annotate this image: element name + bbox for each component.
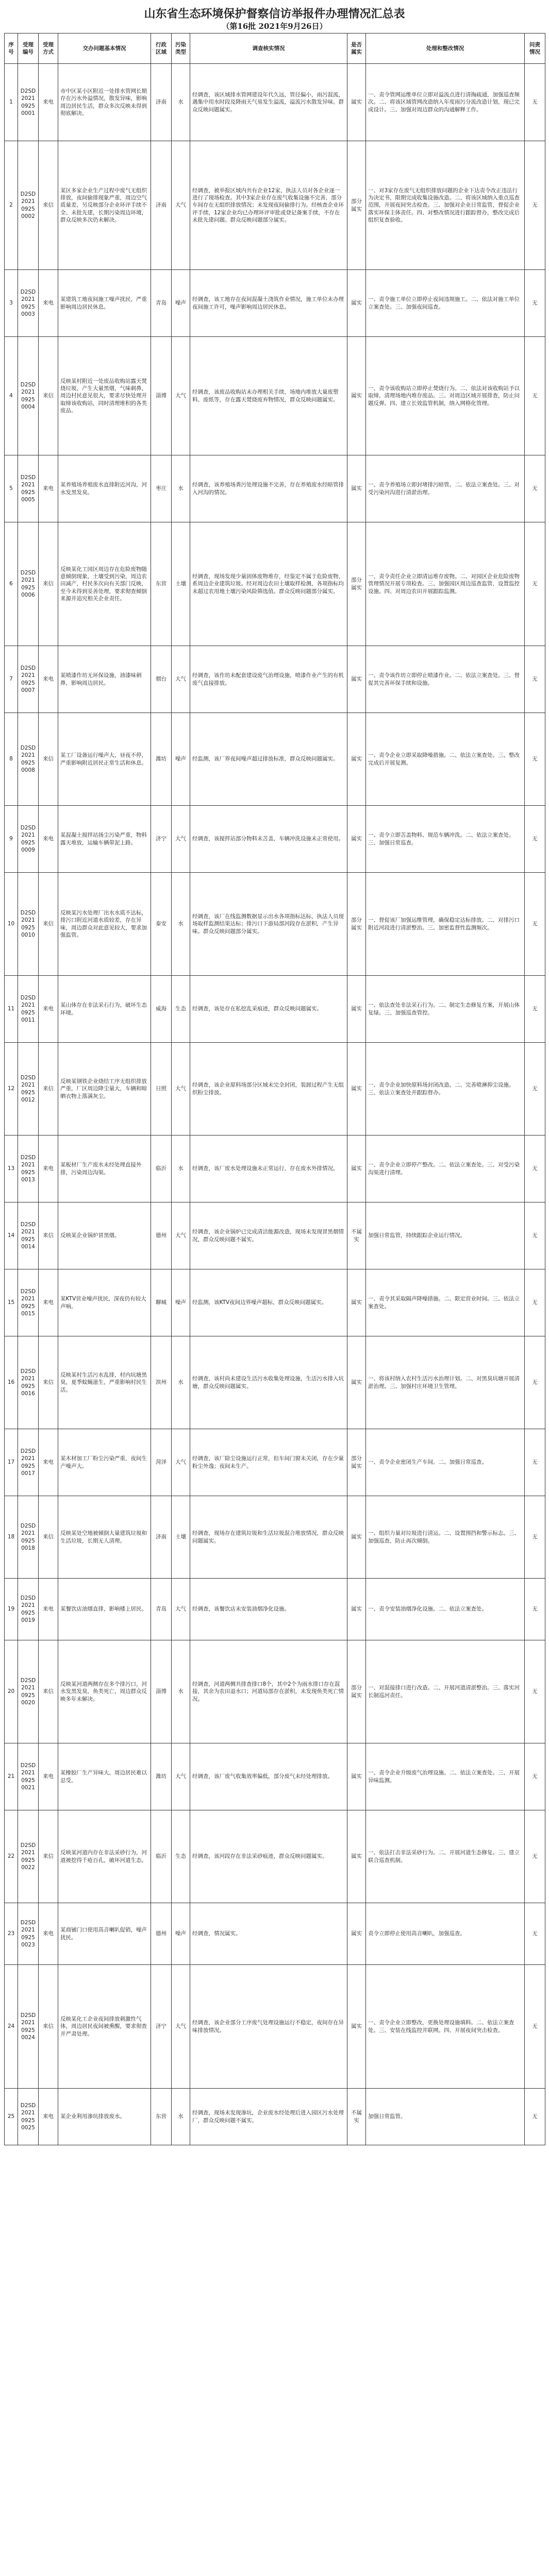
cell-accountability: 无 — [525, 141, 545, 270]
cell-finding: 经调查，河道两侧共排查排口8个，其中2个为雨水排口存在混接，其余为农田退水口；河道局部存在淤积，未发现鱼类死亡情况。 — [190, 1640, 347, 1743]
cell-mode: 来信 — [39, 1202, 58, 1269]
cell-handling: 一、责令企业升级废气治理设施。二、依法立案查处。三、开展异味监测。 — [366, 1743, 525, 1810]
cell-accountability: 无 — [525, 1579, 545, 1640]
cell-no: 6 — [5, 522, 18, 646]
cell-issue: 反映某河道两侧存在多个排污口，河水发黑发臭，鱼类死亡，周边群众反映多年未解决。 — [58, 1640, 151, 1743]
cell-mode: 来电 — [39, 1579, 58, 1640]
cell-type: 噪声 — [172, 1269, 190, 1336]
cell-handling: 一、责令企业密闭生产车间。二、加强日常巡查。 — [366, 1429, 525, 1496]
cell-mode: 来电 — [39, 1743, 58, 1810]
cell-no: 13 — [5, 1136, 18, 1202]
cell-region: 济南 — [151, 141, 172, 270]
cell-no: 9 — [5, 806, 18, 873]
cell-code: D2SD202109250023 — [18, 1903, 39, 1965]
cell-region: 德州 — [151, 1903, 172, 1965]
cell-type: 大气 — [172, 1202, 190, 1269]
cell-code: D2SD202109250021 — [18, 1743, 39, 1810]
cell-type: 噪声 — [172, 270, 190, 337]
cell-issue: 反映某化工企业夜间排放刺激性气体，周边居民夜间被熏醒，要求彻查并严肃处理。 — [58, 1965, 151, 2089]
cell-issue: 某混凝土搅拌站扬尘污染严重，物料露天堆放，运输车辆带泥上路。 — [58, 806, 151, 873]
cell-issue: 反映某化工园区周边存在危险废物随意倾倒现象，土壤受到污染，周边农田减产，村民多次向有关部门反映，至今未得到妥善处理，要求彻查倾倒来源并追究相关企业责任。 — [58, 522, 151, 646]
cell-finding: 经调查，该企业原料场部分区域未完全封闭，装卸过程产生无组织粉尘排放。 — [190, 1043, 347, 1136]
cell-mode: 来信 — [39, 1810, 58, 1903]
cell-code: D2SD202109250011 — [18, 976, 39, 1043]
cell-mode: 来电 — [39, 976, 58, 1043]
cell-region: 青岛 — [151, 270, 172, 337]
table-row — [5, 141, 545, 270]
cell-region: 东营 — [151, 2089, 172, 2145]
col-header-fact: 是否属实 — [347, 33, 366, 64]
cell-fact: 属实 — [347, 1579, 366, 1640]
table-row — [5, 646, 545, 713]
cell-accountability: 无 — [525, 1202, 545, 1269]
table-row — [5, 1043, 545, 1136]
cell-type: 噪声 — [172, 1903, 190, 1965]
cell-no: 23 — [5, 1903, 18, 1965]
cell-finding: 经调查，该作坊未配套建设废气治理设施，喷漆作业产生的有机废气直接排放。 — [190, 646, 347, 713]
cell-type: 大气 — [172, 646, 190, 713]
cell-issue: 某橡胶厂生产异味大，周边居民难以忍受。 — [58, 1743, 151, 1810]
cell-type: 大气 — [172, 141, 190, 270]
cell-handling: 一、责令企业加快原料场封闭改造。二、完善喷淋抑尘设施。三、依法立案查处并跟踪督办。 — [366, 1043, 525, 1136]
table-row — [5, 270, 545, 337]
cell-issue: 反映某处空地被倾倒大量建筑垃圾和生活垃圾，长期无人清理。 — [58, 1496, 151, 1579]
cell-fact: 属实 — [347, 976, 366, 1043]
cell-region: 济南 — [151, 64, 172, 141]
cell-accountability: 无 — [525, 455, 545, 522]
cell-handling: 加强日常监管。 — [366, 2089, 525, 2145]
cell-code: D2SD202109250001 — [18, 64, 39, 141]
cell-finding: 经调查，该企业锅炉已完成清洁能源改造，现场未发现冒黑烟情况，群众反映问题不属实。 — [190, 1202, 347, 1269]
cell-accountability: 无 — [525, 646, 545, 713]
cell-no: 20 — [5, 1640, 18, 1743]
cell-mode: 来电 — [39, 1429, 58, 1496]
cell-issue: 市中区某小区附近一处排水管网长期存在污水外溢情况，散发异味，影响周边居民生活，群众多次反映未得到彻底解决。 — [58, 64, 151, 141]
cell-mode: 来电 — [39, 806, 58, 873]
cell-region: 济宁 — [151, 806, 172, 873]
cell-finding: 经调查，现场存在建筑垃圾和生活垃圾混合堆放情况，群众反映问题属实。 — [190, 1496, 347, 1579]
table-row — [5, 1640, 545, 1743]
table-row — [5, 455, 545, 522]
table-row — [5, 1202, 545, 1269]
cell-fact: 属实 — [347, 455, 366, 522]
col-header-code: 受理编号 — [18, 33, 39, 64]
cell-mode: 来信 — [39, 1640, 58, 1743]
cell-accountability: 无 — [525, 1965, 545, 2089]
cell-region: 青岛 — [151, 1579, 172, 1640]
cell-finding: 经调查，该厂废气收集效率偏低，部分废气未经处理排放。 — [190, 1743, 347, 1810]
cell-code: D2SD202109250018 — [18, 1496, 39, 1579]
cell-mode: 来信 — [39, 1336, 58, 1429]
cell-accountability: 无 — [525, 270, 545, 337]
cell-accountability: 无 — [525, 976, 545, 1043]
cell-no: 5 — [5, 455, 18, 522]
table-row — [5, 1810, 545, 1903]
cell-handling: 一、责令企业立即采取降噪措施。二、依法立案查处。三、整改完成后开展复测。 — [366, 713, 525, 806]
cell-type: 水 — [172, 1640, 190, 1743]
cell-issue: 反映某河道内存在非法采砂行为，河道被挖得千疮百孔，破坏河道生态。 — [58, 1810, 151, 1903]
cell-accountability: 无 — [525, 1743, 545, 1810]
cell-finding: 经调查，该厂除尘设施运行正常，但车间门窗未关闭，存在少量粉尘外逸；夜间未生产。 — [190, 1429, 347, 1496]
cell-no: 11 — [5, 976, 18, 1043]
cell-issue: 某商铺门口使用高音喇叭促销，噪声扰民。 — [58, 1903, 151, 1965]
cell-fact: 属实 — [347, 1810, 366, 1903]
cell-handling: 一、责令管网运维单位立即对溢流点进行清掏疏通，加强巡查频次。二、将该区域管网改造纳入年度雨污分流改造计划，现已完成设计。三、加强对周边群众的沟通解释工作。 — [366, 64, 525, 141]
cell-issue: 某木材加工厂粉尘污染严重，夜间生产噪声大。 — [58, 1429, 151, 1496]
cell-issue: 某养殖场养殖废水直排附近河沟，河水发黑发臭。 — [58, 455, 151, 522]
cell-fact: 属实 — [347, 270, 366, 337]
cell-handling: 一、责令养殖场立即封堵排污暗管。二、依法立案查处。三、对受污染河沟进行清淤治理。 — [366, 455, 525, 522]
cell-accountability: 无 — [525, 873, 545, 976]
cell-handling: 一、依法查处非法采石行为。二、制定生态修复方案，开展山体复绿。三、加强巡查管控。 — [366, 976, 525, 1043]
cell-issue: 某餐饮店油烟直排，影响楼上居民。 — [58, 1579, 151, 1640]
cell-handling: 一、责令企业立即停产整改。二、依法立案查处。三、对受污染沟渠进行清理。 — [366, 1136, 525, 1202]
cell-code: D2SD202109250019 — [18, 1579, 39, 1640]
cell-accountability: 无 — [525, 64, 545, 141]
cell-handling: 一、责令责任企业立即清运堆存废物。二、对园区企业危险废物管理情况开展专项检查。三、加强园区周边巡查监管，设置监控设施。四、对周边农田开展跟踪监测。 — [366, 522, 525, 646]
cell-issue: 反映某污水处理厂出水水质不达标，排污口附近河道水质较差，存在异味，周边群众对此意见较大，要求加强监管。 — [58, 873, 151, 976]
cell-no: 19 — [5, 1579, 18, 1640]
cell-accountability: 无 — [525, 1336, 545, 1429]
cell-region: 临沂 — [151, 1136, 172, 1202]
table-row — [5, 976, 545, 1043]
cell-region: 德州 — [151, 1202, 172, 1269]
cell-region: 淄博 — [151, 337, 172, 455]
cell-fact: 不属实 — [347, 2089, 366, 2145]
cell-handling: 一、责令立即苫盖物料、规范车辆冲洗。二、依法立案查处。三、加强日常巡查。 — [366, 806, 525, 873]
cell-accountability: 无 — [525, 1429, 545, 1496]
cell-finding: 经调查，现场未发现渗坑，企业废水经处理后进入园区污水处理厂，群众反映问题不属实。 — [190, 2089, 347, 2145]
table-row — [5, 713, 545, 806]
cell-no: 21 — [5, 1743, 18, 1810]
cell-type: 水 — [172, 64, 190, 141]
cell-fact: 属实 — [347, 646, 366, 713]
cell-type: 水 — [172, 2089, 190, 2145]
cell-mode: 来电 — [39, 1136, 58, 1202]
table-row — [5, 1743, 545, 1810]
table-row — [5, 1965, 545, 2089]
cell-mode: 来信 — [39, 522, 58, 646]
table-row — [5, 806, 545, 873]
cell-type: 大气 — [172, 1579, 190, 1640]
cell-type: 大气 — [172, 1043, 190, 1136]
cell-no: 25 — [5, 2089, 18, 2145]
table-row — [5, 64, 545, 141]
cell-issue: 反映某企业锅炉冒黑烟。 — [58, 1202, 151, 1269]
cell-fact: 属实 — [347, 806, 366, 873]
cell-type: 土壤 — [172, 1496, 190, 1579]
cell-no: 8 — [5, 713, 18, 806]
cell-accountability: 无 — [525, 522, 545, 646]
cell-no: 4 — [5, 337, 18, 455]
cell-code: D2SD202109250013 — [18, 1136, 39, 1202]
cell-mode: 来信 — [39, 1965, 58, 2089]
cell-issue: 某山体存在非法采石行为，破坏生态环境。 — [58, 976, 151, 1043]
cell-region: 济宁 — [151, 1965, 172, 2089]
cell-no: 15 — [5, 1269, 18, 1336]
cell-fact: 属实 — [347, 1743, 366, 1810]
cell-code: D2SD202109250022 — [18, 1810, 39, 1903]
table-row — [5, 1269, 545, 1336]
cell-code: D2SD202109250017 — [18, 1429, 39, 1496]
cell-issue: 某喷漆作坊无环保设施，油漆味刺鼻，影响周边居民。 — [58, 646, 151, 713]
col-header-region: 行政区域 — [151, 33, 172, 64]
cell-accountability: 无 — [525, 2089, 545, 2145]
cell-mode: 来信 — [39, 713, 58, 806]
cell-code: D2SD202109250004 — [18, 337, 39, 455]
cell-fact: 属实 — [347, 337, 366, 455]
col-header-type: 污染类型 — [172, 33, 190, 64]
cell-code: D2SD202109250007 — [18, 646, 39, 713]
cell-finding: 经调查，该村尚未建设生活污水收集处理设施，生活污水排入坑塘，群众反映问题属实。 — [190, 1336, 347, 1429]
cell-code: D2SD202109250008 — [18, 713, 39, 806]
cell-code: D2SD202109250016 — [18, 1336, 39, 1429]
cell-fact: 属实 — [347, 1043, 366, 1136]
cell-no: 24 — [5, 1965, 18, 2089]
cell-handling: 一、责令该收购站立即停止焚烧行为。二、依法对该收购站予以取缔，清理场地内堆存废品。三、对周边区域开展排查，防止问题反弹。四、建立长效监管机制，纳入网格化管理。 — [366, 337, 525, 455]
cell-finding: 经调查，该区域排水管网建设年代久远，管径偏小，雨污混流，遇集中用水时段及降雨天气易发生溢流，溢流污水散发异味。群众反映问题属实。 — [190, 64, 347, 141]
table-row — [5, 522, 545, 646]
cell-finding: 经调查，该企业部分工序废气处理设施运行不稳定，夜间存在异味排放情况。 — [190, 1965, 347, 2089]
col-header-accountability: 问责情况 — [525, 33, 545, 64]
cell-mode: 来信 — [39, 1043, 58, 1136]
cell-region: 潍坊 — [151, 713, 172, 806]
cell-handling: 一、责令该作坊立即停止喷漆作业。二、依法立案查处。三、督促其完善环保手续和设施。 — [366, 646, 525, 713]
cell-finding: 经调查，被举报区域内共有企业12家，执法人员对各企业逐一进行了现场检查。其中3家企业存在废气收集设施不完善，部分车间存在无组织排放情况；未发现夜间偷排行为。经核查企业环评手续，12家企业均已办理环评审批或登记备案手续，不存在未批先建问题。群众反映问题部分属实。 — [190, 141, 347, 270]
table-row — [5, 1136, 545, 1202]
document-title: 山东省生态环境保护督察信访举报件办理情况汇总表 — [144, 7, 405, 21]
cell-issue: 某企业利用渗坑排放废水。 — [58, 2089, 151, 2145]
cell-fact: 属实 — [347, 1136, 366, 1202]
col-header-no: 序号 — [5, 33, 18, 64]
cell-region: 东营 — [151, 522, 172, 646]
table-row — [5, 1496, 545, 1579]
cell-issue: 某建筑工地夜间施工噪声扰民，严重影响周边居民休息。 — [58, 270, 151, 337]
cell-fact: 属实 — [347, 64, 366, 141]
cell-mode: 来电 — [39, 2089, 58, 2145]
cell-fact: 属实 — [347, 1269, 366, 1336]
cell-no: 2 — [5, 141, 18, 270]
document-subtitle: （第16批 2021年9月26日） — [222, 22, 327, 31]
cell-region: 临沂 — [151, 1810, 172, 1903]
cell-type: 噪声 — [172, 713, 190, 806]
table-row — [5, 2089, 545, 2145]
cell-code: D2SD202109250003 — [18, 270, 39, 337]
cell-finding: 经调查，该废品收购站未办理相关手续，场地内堆放大量废塑料、废纸等，存在露天焚烧废弃物情况，群众反映问题属实。 — [190, 337, 347, 455]
cell-handling: 一、对3家存在废气无组织排放问题的企业下达责令改正违法行为决定书，限期完成收集设施改造。二、将该区域纳入重点巡查范围，开展夜间突击检查。三、加强对企业日常监管，督促企业落实环保主体责任。四、对整改情况进行跟踪督办，整改完成后组织复查验收。 — [366, 141, 525, 270]
cell-accountability: 无 — [525, 806, 545, 873]
cell-region: 枣庄 — [151, 455, 172, 522]
cell-handling: 加强日常监管，持续跟踪企业运行情况。 — [366, 1202, 525, 1269]
cell-no: 16 — [5, 1336, 18, 1429]
table-row — [5, 1336, 545, 1429]
cell-mode: 来电 — [39, 64, 58, 141]
cell-no: 18 — [5, 1496, 18, 1579]
cell-issue: 某板材厂生产废水未经处理直接外排，污染周边沟渠。 — [58, 1136, 151, 1202]
cell-type: 水 — [172, 1136, 190, 1202]
cell-issue: 反映某村生活污水乱排，村内坑塘黑臭，夏季蚊蝇滋生，严重影响村民生活。 — [58, 1336, 151, 1429]
cell-region: 济南 — [151, 1496, 172, 1579]
cell-mode: 来信 — [39, 337, 58, 455]
cell-type: 水 — [172, 455, 190, 522]
cell-no: 22 — [5, 1810, 18, 1903]
cell-mode: 来信 — [39, 1496, 58, 1579]
cell-accountability: 无 — [525, 1903, 545, 1965]
cell-type: 水 — [172, 1336, 190, 1429]
cell-type: 大气 — [172, 1429, 190, 1496]
col-header-mode: 受理方式 — [39, 33, 58, 64]
cell-accountability: 无 — [525, 1810, 545, 1903]
cell-type: 大气 — [172, 337, 190, 455]
cell-handling: 一、依法打击非法采砂行为。二、开展河道生态修复。三、建立联合巡查机制。 — [366, 1810, 525, 1903]
cell-type: 水 — [172, 873, 190, 976]
cell-mode: 来信 — [39, 141, 58, 270]
cell-finding: 经监测，该KTV夜间边界噪声超标，群众反映问题属实。 — [190, 1269, 347, 1336]
cell-code: D2SD202109250020 — [18, 1640, 39, 1743]
cell-fact: 属实 — [347, 1903, 366, 1965]
cell-type: 大气 — [172, 1743, 190, 1810]
cell-issue: 某区多家企业生产过程中废气无组织排放，夜间偷排现象严重，周边空气质量差，另反映部分企业环评手续不全、未批先建，长期污染周边环境，群众反映多次仍未解决。 — [58, 141, 151, 270]
cell-region: 泰安 — [151, 873, 172, 976]
cell-fact: 部分属实 — [347, 141, 366, 270]
cell-accountability: 无 — [525, 1640, 545, 1743]
cell-mode: 来电 — [39, 270, 58, 337]
cell-mode: 来电 — [39, 455, 58, 522]
cell-accountability: 无 — [525, 1269, 545, 1336]
cell-region: 威海 — [151, 976, 172, 1043]
cell-code: D2SD202109250025 — [18, 2089, 39, 2145]
cell-no: 12 — [5, 1043, 18, 1136]
report-table — [4, 33, 545, 2145]
cell-finding: 经调查，该厂在线监测数据显示出水各项指标达标，执法人员现场取样监测结果达标；排污口下游局部河段存在淤积，产生异味。群众反映问题部分属实。 — [190, 873, 347, 976]
cell-code: D2SD202109250015 — [18, 1269, 39, 1336]
cell-fact: 属实 — [347, 1336, 366, 1429]
cell-type: 土壤 — [172, 522, 190, 646]
cell-finding: 经调查，该餐饮店未安装油烟净化设施。 — [190, 1579, 347, 1640]
col-header-finding: 调查核实情况 — [190, 33, 347, 64]
table-row — [5, 1903, 545, 1965]
cell-fact: 属实 — [347, 1965, 366, 2089]
cell-finding: 经监测，该厂界夜间噪声超过排放标准，群众反映问题属实。 — [190, 713, 347, 806]
table-row — [5, 1429, 545, 1496]
cell-handling: 一、组织力量对垃圾进行清运。二、设置围挡和警示标志。三、加强巡查，防止再次倾倒。 — [366, 1496, 525, 1579]
cell-type: 生态 — [172, 1810, 190, 1903]
cell-no: 1 — [5, 64, 18, 141]
cell-handling: 一、责令安装油烟净化设施。二、依法立案查处。 — [366, 1579, 525, 1640]
cell-accountability: 无 — [525, 713, 545, 806]
cell-mode: 来电 — [39, 1903, 58, 1965]
cell-no: 7 — [5, 646, 18, 713]
cell-fact: 部分属实 — [347, 1429, 366, 1496]
cell-fact: 属实 — [347, 1496, 366, 1579]
cell-code: D2SD202109250024 — [18, 1965, 39, 2089]
cell-finding: 经调查，现场发现少量固体废物堆存，经鉴定不属于危险废物，系周边企业建筑垃圾。经对周边农田土壤取样检测，各项指标均未超过农用地土壤污染风险筛选值。群众反映问题部分属实。 — [190, 522, 347, 646]
cell-issue: 反映某村附近一处废品收购站露天焚烧垃圾，产生大量黑烟，气味刺鼻，周边村民意见很大，要求尽快处理并取缔该收购站，同时清理堆积的各类废品。 — [58, 337, 151, 455]
table-row — [5, 873, 545, 976]
cell-fact: 部分属实 — [347, 1640, 366, 1743]
cell-issue: 某KTV营业噪声扰民，深夜仍有较大声响。 — [58, 1269, 151, 1336]
cell-handling: 责令立即停止使用高音喇叭，加强巡查。 — [366, 1903, 525, 1965]
cell-no: 14 — [5, 1202, 18, 1269]
cell-finding: 经调查，情况属实。 — [190, 1903, 347, 1965]
cell-handling: 一、责令施工单位立即停止夜间违规施工。二、依法对施工单位立案查处。三、加强夜间巡查。 — [366, 270, 525, 337]
cell-fact: 属实 — [347, 713, 366, 806]
cell-region: 菏泽 — [151, 1429, 172, 1496]
cell-no: 3 — [5, 270, 18, 337]
cell-issue: 某工厂设备运行噪声大，昼夜不停，严重影响附近居民正常生活和休息。 — [58, 713, 151, 806]
cell-mode: 来信 — [39, 873, 58, 976]
cell-issue: 反映某钢铁企业烧结工序无组织排放严重，厂区周边降尘量大，车辆和晾晒衣物上落满灰尘。 — [58, 1043, 151, 1136]
cell-code: D2SD202109250002 — [18, 141, 39, 270]
cell-accountability: 无 — [525, 1043, 545, 1136]
cell-finding: 经调查，该工地存在夜间混凝土浇筑作业情况，施工单位未办理夜间施工许可，噪声影响周边居民休息。 — [190, 270, 347, 337]
cell-code: D2SD202109250012 — [18, 1043, 39, 1136]
cell-type: 大气 — [172, 806, 190, 873]
cell-region: 潍坊 — [151, 1743, 172, 1810]
cell-handling: 一、对混接排口进行改造。二、开展河道清淤整治。三、落实河长制巡河责任。 — [366, 1640, 525, 1743]
cell-finding: 经调查，该养殖场粪污处理设施不完善，存在养殖废水经暗管排入河沟的情况。 — [190, 455, 347, 522]
col-header-handling: 处理和整改情况 — [366, 33, 525, 64]
cell-fact: 部分属实 — [347, 522, 366, 646]
cell-mode: 来电 — [39, 1269, 58, 1336]
cell-no: 17 — [5, 1429, 18, 1496]
cell-region: 滨州 — [151, 1336, 172, 1429]
cell-code: D2SD202109250010 — [18, 873, 39, 976]
cell-code: D2SD202109250009 — [18, 806, 39, 873]
cell-finding: 经调查，该厂废水处理设施未正常运行，存在废水外排情况。 — [190, 1136, 347, 1202]
cell-handling: 一、督促该厂加强运维管理，确保稳定达标排放。二、对排污口附近河段进行清淤整治。三、加密监督性监测频次。 — [366, 873, 525, 976]
cell-type: 生态 — [172, 976, 190, 1043]
table-row — [5, 337, 545, 455]
cell-finding: 经调查，该搅拌站部分物料未苫盖，车辆冲洗设施未正常使用。 — [190, 806, 347, 873]
cell-fact: 不属实 — [347, 1202, 366, 1269]
cell-finding: 经调查，该河段存在非法采砂痕迹，群众反映问题属实。 — [190, 1810, 347, 1903]
cell-fact: 部分属实 — [347, 873, 366, 976]
cell-no: 10 — [5, 873, 18, 976]
cell-handling: 一、将该村纳入农村生活污水治理计划。二、对黑臭坑塘开展清淤治理。三、加强村庄环境卫生管理。 — [366, 1336, 525, 1429]
cell-code: D2SD202109250014 — [18, 1202, 39, 1269]
cell-mode: 来电 — [39, 646, 58, 713]
cell-handling: 一、责令企业立即整改，更换处理设施填料。二、依法立案查处。三、安装在线监控并联网。四、开展夜间突击检查。 — [366, 1965, 525, 2089]
cell-accountability: 无 — [525, 1136, 545, 1202]
cell-type: 大气 — [172, 1965, 190, 2089]
table-row — [5, 1579, 545, 1640]
table-header — [5, 33, 545, 64]
cell-code: D2SD202109250005 — [18, 455, 39, 522]
cell-region: 烟台 — [151, 646, 172, 713]
cell-code: D2SD202109250006 — [18, 522, 39, 646]
cell-accountability: 无 — [525, 337, 545, 455]
cell-region: 日照 — [151, 1043, 172, 1136]
cell-accountability: 无 — [525, 1496, 545, 1579]
col-header-issue: 交办问题基本情况 — [58, 33, 151, 64]
cell-region: 聊城 — [151, 1269, 172, 1336]
cell-finding: 经调查，该处存在私挖乱采痕迹，群众反映问题属实。 — [190, 976, 347, 1043]
cell-handling: 一、责令其采取隔声降噪措施。二、限定营业时间。三、依法立案查处。 — [366, 1269, 525, 1336]
cell-region: 淄博 — [151, 1640, 172, 1743]
